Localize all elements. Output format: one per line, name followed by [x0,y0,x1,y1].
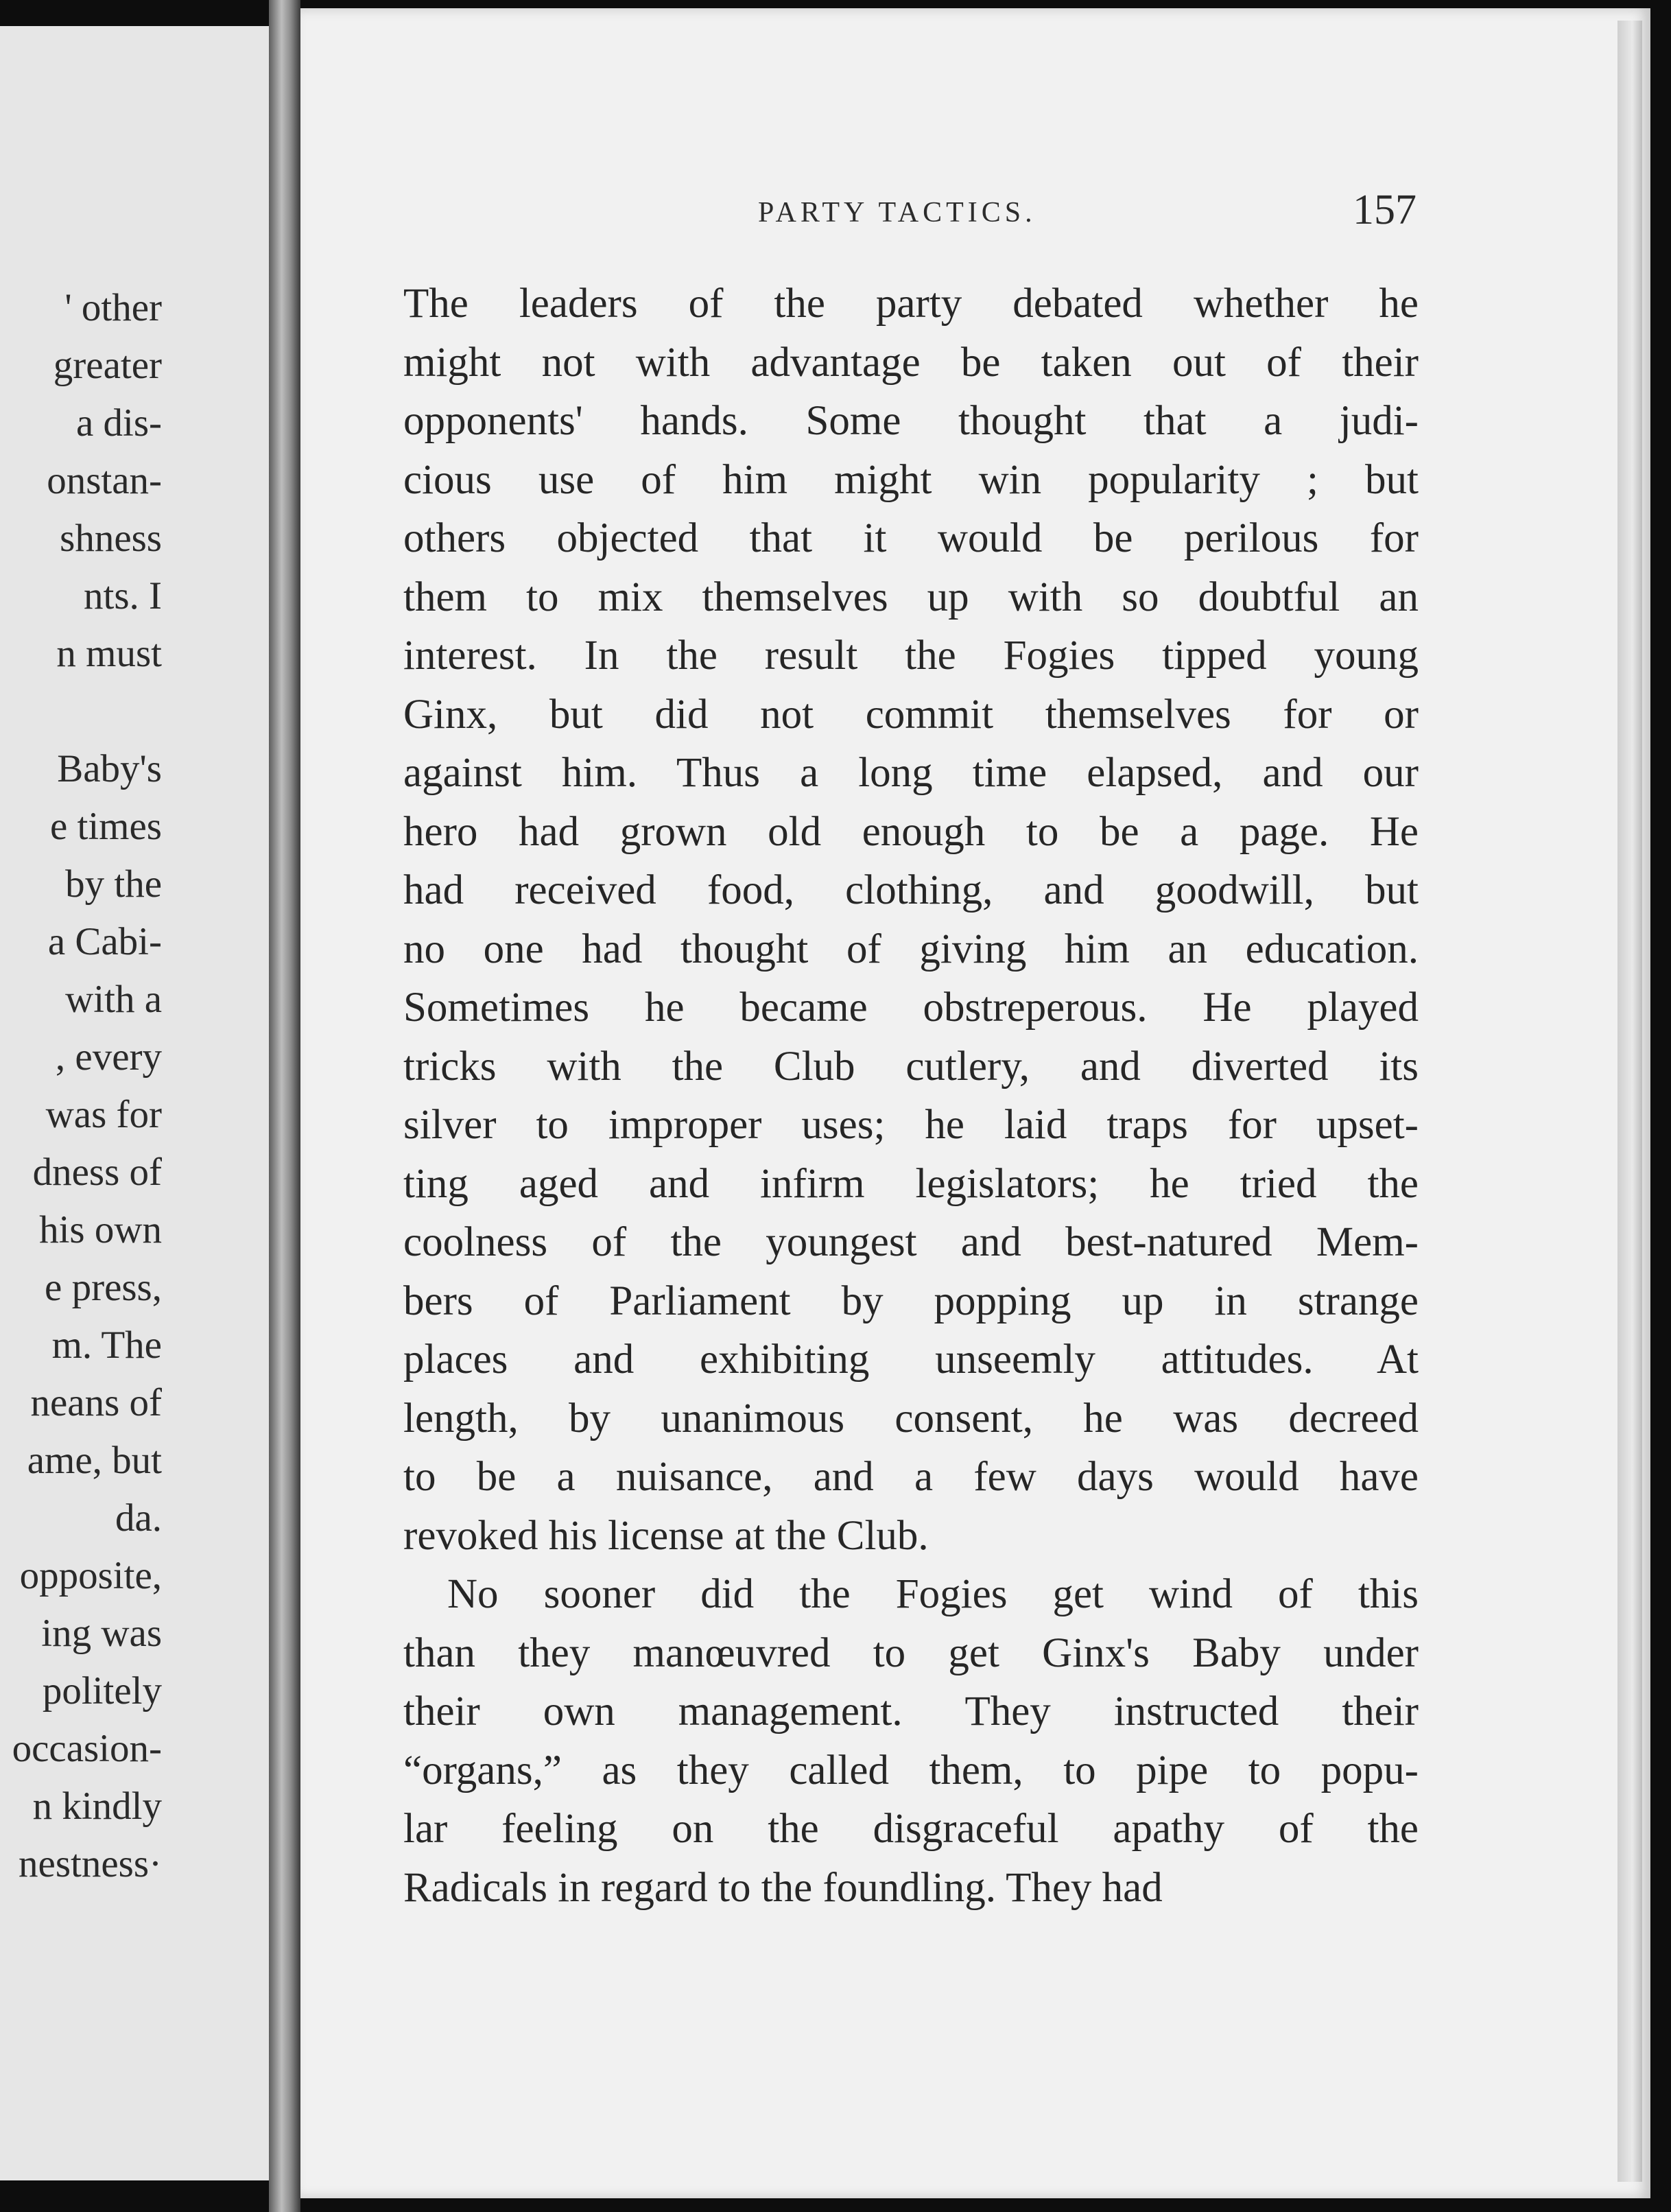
left-page-line: greater [53,344,162,387]
text-line: others objected that it would be perilous for [403,515,1419,561]
left-page-line: , every [55,1035,162,1079]
text-line: ting aged and infirm legislators; he tried the [403,1161,1419,1207]
left-page-line: politely [42,1669,162,1713]
left-page-line: neans of [30,1381,162,1424]
left-page-line: by the [65,862,162,906]
left-page-line: da. [115,1496,162,1540]
text-line: The leaders of the party debated whether he [403,281,1419,327]
text-line: No sooner did the Fogies get wind of this [447,1571,1419,1617]
text-line: silver to improper uses; he laid traps for upset- [403,1102,1419,1148]
text-line: cious use of him might win popularity ; but [403,457,1419,503]
text-line: to be a nuisance, and a few days would have [403,1454,1419,1500]
left-page-line: shness [60,517,162,560]
left-page-line: ame, but [27,1439,162,1482]
text-line: “organs,” as they called them, to pipe to popu- [403,1748,1419,1793]
text-line: their own management. They instructed their [403,1689,1419,1734]
left-page-line: dness of [32,1151,162,1194]
text-line: interest. In the result the Fogies tipped young [403,633,1419,679]
text-line: Ginx, but did not commit themselves for or [403,692,1419,738]
left-page-line: was for [45,1093,162,1136]
left-page-line: nestness· [19,1842,162,1885]
left-page-line: ing was [41,1612,162,1655]
text-line: tricks with the Club cutlery, and diverted its [403,1044,1419,1090]
left-page-line: occasion- [12,1727,162,1770]
left-page-line: n kindly [32,1785,162,1828]
left-page-line: with a [65,978,162,1021]
text-line: no one had thought of giving him an education. [403,926,1419,972]
left-page-line: onstan- [47,459,162,502]
left-page-line: e press, [45,1266,162,1309]
text-line: might not with advantage be taken out of their [403,340,1419,386]
left-page-line: his own [39,1208,162,1251]
header-title: PARTY TACTICS. [758,197,1036,228]
left-page-line: m. The [51,1323,162,1367]
left-page-line: a dis- [75,401,162,445]
text-line: had received food, clothing, and goodwill, but [403,867,1419,913]
text-line: hero had grown old enough to be a page. He [403,809,1419,855]
text-line: bers of Parliament by popping up in strange [403,1278,1419,1324]
left-page-line: Baby's [57,747,162,790]
text-line: against him. Thus a long time elapsed, and our [403,750,1419,796]
left-page-line: nts. I [84,574,162,617]
text-line: Radicals in regard to the foundling. They had [403,1865,1163,1911]
page-number: 157 [1353,187,1417,233]
text-line: opponents' hands. Some thought that a judi- [403,398,1419,444]
text-line: lar feeling on the disgraceful apathy of the [403,1806,1419,1852]
text-line: than they manœuvred to get Ginx's Baby under [403,1630,1419,1676]
text-line: length, by unanimous consent, he was decreed [403,1396,1419,1442]
text-line: coolness of the youngest and best-natured Mem- [403,1219,1419,1265]
left-page-line: ' other [64,286,162,329]
text-line: places and exhibiting unseemly attitudes. At [403,1337,1419,1382]
text-line: revoked his license at the Club. [403,1513,929,1559]
text-line: Sometimes he became obstreperous. He played [403,985,1419,1031]
left-page-line: opposite, [19,1554,162,1597]
left-page-line: a Cabi- [47,920,162,963]
left-page-line: n must [56,632,162,675]
text-line: them to mix themselves up with so doubtful an [403,574,1419,620]
left-page-line: e times [49,805,162,848]
